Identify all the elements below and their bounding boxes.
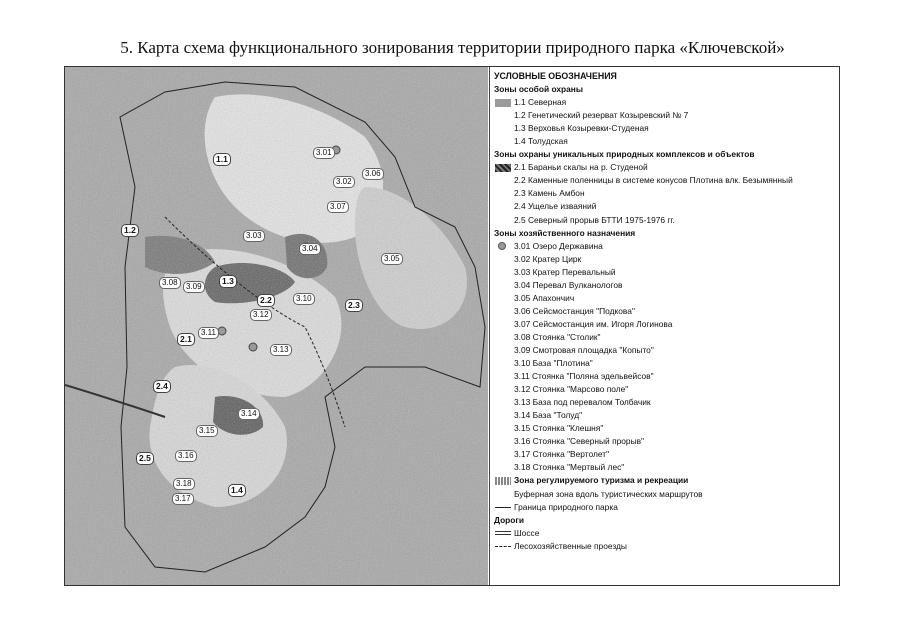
legend-item — [494, 214, 839, 227]
map-canvas[interactable] — [65, 67, 488, 585]
legend-item-label: 3.09 Смотровая площадка "Копыто" — [514, 344, 654, 355]
legend-symbol — [495, 477, 511, 485]
legend-item-label: 2.3 Камень Амбон — [514, 188, 585, 199]
map-legend — [489, 67, 839, 585]
site-dot — [218, 327, 226, 335]
legend-item-label: 3.01 Озеро Державина — [514, 240, 603, 251]
legend-item-label: 1.3 Верховья Козыревки-Студеная — [514, 123, 649, 134]
legend-item — [494, 161, 839, 174]
zone-label[interactable]: 1.4 — [228, 484, 246, 497]
legend-item — [494, 344, 839, 357]
legend-item-label: 3.10 База "Плотина" — [514, 358, 593, 369]
legend-item — [494, 109, 839, 122]
legend-symbol — [495, 99, 511, 107]
site-label[interactable]: 3.13 — [270, 344, 292, 356]
legend-item-label: 3.05 Апахончич — [514, 292, 575, 303]
zone-label[interactable]: 2.1 — [177, 333, 195, 346]
legend-symbol — [495, 164, 511, 172]
legend-item — [494, 461, 839, 474]
legend-item-label: Зона регулируемого туризма и рекреации — [514, 475, 689, 486]
legend-item — [494, 305, 839, 318]
legend-item-label: 3.04 Перевал Вулканологов — [514, 279, 623, 290]
site-label[interactable]: 3.15 — [196, 425, 218, 437]
legend-item-label: 1.1 Северная — [514, 97, 567, 108]
legend-item-label: 2.2 Каменные поленницы в системе конусов Плотина влк. Безымянный — [514, 175, 793, 186]
legend-heading: УСЛОВНЫЕ ОБОЗНАЧЕНИЯ — [494, 71, 617, 81]
legend-item — [494, 435, 839, 448]
site-label[interactable]: 3.16 — [175, 450, 197, 462]
legend-item-label: Буферная зона вдоль туристических маршрутов — [514, 488, 703, 499]
legend-item — [494, 292, 839, 305]
legend-item-label: 3.18 Стоянка "Мертвый лес" — [514, 462, 625, 473]
legend-item-label: 2.4 Ущелье изваяний — [514, 201, 597, 212]
site-label[interactable]: 3.04 — [299, 243, 321, 255]
legend-item-label: Граница природного парка — [514, 501, 618, 512]
legend-section-title: Зоны особой охраны — [494, 84, 583, 95]
legend-item — [494, 422, 839, 435]
legend-item-label: 3.03 Кратер Перевальный — [514, 266, 616, 277]
legend-item-label: 3.08 Стоянка "Столик" — [514, 331, 601, 342]
site-label[interactable]: 3.07 — [327, 201, 349, 213]
site-label[interactable]: 3.11 — [198, 327, 219, 339]
legend-item-label: 2.5 Северный прорыв БТТИ 1975-1976 гг. — [514, 214, 675, 225]
legend-section-title: Зоны хозяйственного назначения — [494, 227, 636, 238]
map-title: 5. Карта схема функционального зонирования территории природного парка «Ключевской» — [120, 38, 785, 57]
legend-item — [494, 318, 839, 331]
terrain-texture — [65, 67, 488, 585]
site-label[interactable]: 3.05 — [381, 253, 403, 265]
legend-item-label: 2.1 Бараньи скалы на р. Студеной — [514, 162, 648, 173]
site-label[interactable]: 3.09 — [183, 281, 205, 293]
zone-label[interactable]: 1.2 — [121, 224, 139, 237]
legend-item — [494, 540, 839, 553]
legend-item — [494, 474, 839, 487]
zone-label[interactable]: 2.5 — [136, 452, 154, 465]
legend-symbol — [495, 531, 511, 535]
legend-item-label: 3.11 Стоянка "Поляна эдельвейсов" — [514, 371, 654, 382]
zone-label[interactable]: 1.1 — [213, 153, 231, 166]
legend-item — [494, 409, 839, 422]
legend-item — [494, 96, 839, 109]
legend-item — [494, 370, 839, 383]
site-label[interactable]: 3.10 — [293, 293, 315, 305]
legend-item — [494, 174, 839, 187]
legend-item — [494, 279, 839, 292]
legend-item — [494, 122, 839, 135]
legend-symbol — [498, 242, 506, 250]
site-label[interactable]: 3.03 — [243, 230, 265, 242]
site-label[interactable]: 3.02 — [333, 176, 355, 188]
legend-item-label: 1.2 Генетический резерват Козыревский № 7 — [514, 110, 689, 121]
legend-section-title: Зоны охраны уникальных природных комплексов и объектов — [494, 149, 755, 160]
legend-item — [494, 527, 839, 540]
site-label[interactable]: 3.06 — [362, 168, 384, 180]
legend-item — [494, 200, 839, 213]
legend-item-label: Лесохозяйственные проезды — [514, 540, 627, 551]
site-label[interactable]: 3.01 — [313, 147, 335, 159]
legend-item — [494, 383, 839, 396]
legend-item — [494, 331, 839, 344]
legend-item — [494, 396, 839, 409]
site-label[interactable]: 3.12 — [250, 309, 272, 321]
legend-item-label: 3.02 Кратер Цирк — [514, 253, 582, 264]
legend-item-label: 3.13 База под перевалом Толбачик — [514, 397, 651, 408]
legend-section-title: Дороги — [494, 514, 525, 525]
zone-label[interactable]: 2.3 — [345, 299, 363, 312]
legend-symbol — [495, 507, 511, 508]
legend-item — [494, 357, 839, 370]
legend-item-label: 1.4 Толудская — [514, 136, 568, 147]
site-label[interactable]: 3.17 — [172, 493, 194, 505]
legend-item-label: 3.14 База "Толуд" — [514, 410, 583, 421]
site-dot — [249, 343, 257, 351]
site-label[interactable]: 3.08 — [159, 277, 181, 289]
legend-item — [494, 253, 839, 266]
legend-symbol — [495, 546, 511, 547]
legend-item — [494, 448, 839, 461]
site-label[interactable]: 3.18 — [173, 478, 195, 490]
zone-label[interactable]: 1.3 — [219, 275, 237, 288]
zone-label[interactable]: 2.4 — [153, 380, 171, 393]
legend-item-label: 3.06 Сейсмостанция "Подкова" — [514, 305, 635, 316]
site-label[interactable]: 3.14 — [238, 408, 260, 420]
legend-item-label: 3.17 Стоянка "Вертолет" — [514, 449, 610, 460]
legend-item-label: 3.16 Стоянка "Северный прорыв" — [514, 436, 645, 447]
legend-item-label: 3.12 Стоянка "Марсово поле" — [514, 384, 629, 395]
map-frame — [64, 66, 840, 586]
legend-item-label: 3.07 Сейсмостанция им. Игоря Логинова — [514, 318, 673, 329]
legend-item — [494, 187, 839, 200]
legend-item-label: Шоссе — [514, 527, 540, 538]
legend-item-label: 3.15 Стоянка "Клешня" — [514, 423, 604, 434]
legend-item — [494, 488, 839, 501]
legend-item — [494, 266, 839, 279]
legend-item — [494, 501, 839, 514]
zone-label[interactable]: 2.2 — [257, 294, 275, 307]
legend-item — [494, 240, 839, 253]
legend-item — [494, 135, 839, 148]
legend-body — [494, 83, 839, 553]
terrain-map — [65, 67, 488, 585]
